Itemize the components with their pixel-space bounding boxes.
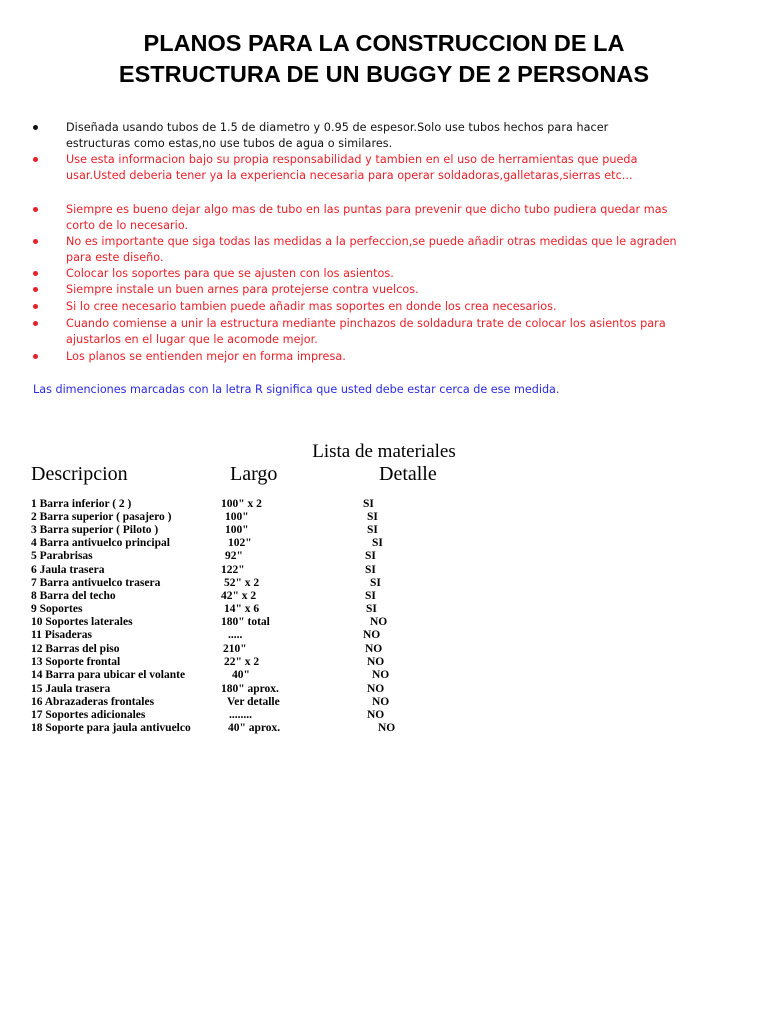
bullet-dot-icon [33, 321, 38, 326]
row-length: 100" x 2 [221, 498, 262, 510]
row-description: 5 Parabrisas [31, 550, 93, 562]
bullet-text: Siempre instale un buen arnes para protejerse contra vuelcos. [66, 283, 419, 296]
table-row [0, 709, 768, 722]
row-length: ..... [228, 629, 243, 641]
row-description: 16 Abrazaderas frontales [31, 696, 155, 708]
bullet-dot-icon [33, 207, 38, 212]
table-row [0, 643, 768, 656]
table-row [0, 564, 768, 577]
row-detail: NO [378, 722, 396, 734]
table-row [0, 590, 768, 603]
row-length: 102" [228, 537, 252, 549]
table-row [0, 498, 768, 511]
row-detail: SI [367, 511, 378, 523]
row-length: Ver detalle [227, 696, 280, 708]
bullet-text: Cuando comiense a unir la estructura mediante pinchazos de soldadura trate de colocar los asientos para ajustarlos en el lugar que le acomode mejor. [66, 317, 666, 346]
title-line-1: PLANOS PARA LA CONSTRUCCION DE LA [143, 30, 625, 56]
row-description: 7 Barra antivuelco trasera [31, 577, 161, 589]
table-row [0, 696, 768, 709]
row-length: 180" total [221, 616, 270, 628]
bullet-dot-icon [33, 239, 38, 244]
title-line-2: ESTRUCTURA DE UN BUGGY DE 2 PERSONAS [118, 61, 650, 87]
bullet-dot-icon [33, 125, 38, 130]
row-detail: NO [372, 696, 390, 708]
row-length: ........ [229, 709, 252, 721]
bullet-text: No es importante que siga todas las medidas a la perfeccion,se puede añadir otras medidas que le agraden para este diseño. [66, 235, 677, 264]
row-description: 12 Barras del piso [31, 643, 120, 655]
row-description: 10 Soportes laterales [31, 616, 133, 628]
row-detail: NO [365, 643, 383, 655]
row-length: 100" [225, 511, 249, 523]
dimensions-note: Las dimenciones marcadas con la letra R significa que usted debe estar cerca de ese medida. [33, 383, 560, 396]
row-detail: SI [363, 498, 374, 510]
row-detail: SI [366, 603, 377, 615]
row-description: 1 Barra inferior ( 2 ) [31, 498, 132, 510]
row-description: 18 Soporte para jaula antivuelco [31, 722, 191, 734]
row-length: 42" x 2 [221, 590, 257, 602]
row-detail: NO [363, 629, 381, 641]
row-detail: SI [365, 550, 376, 562]
bullet-dot-icon [33, 354, 38, 359]
row-detail: SI [365, 564, 376, 576]
bullet-dot-icon [33, 157, 38, 162]
row-detail: NO [372, 669, 390, 681]
row-description: 3 Barra superior ( Piloto ) [31, 524, 159, 536]
bullet-dot-icon [33, 287, 38, 292]
table-row [0, 550, 768, 563]
table-row [0, 629, 768, 642]
row-length: 14" x 6 [224, 603, 260, 615]
table-row [0, 683, 768, 696]
row-description: 13 Soporte frontal [31, 656, 121, 668]
header-description: Descripcion [31, 463, 128, 485]
row-detail: SI [367, 524, 378, 536]
table-row [0, 669, 768, 682]
header-detail: Detalle [379, 463, 437, 485]
row-description: 9 Soportes [31, 603, 83, 615]
row-length: 210" [223, 643, 247, 655]
table-row [0, 524, 768, 537]
table-row [0, 616, 768, 629]
row-length: 122" [221, 564, 245, 576]
row-description: 6 Jaula trasera [31, 564, 105, 576]
row-detail: NO [367, 709, 385, 721]
row-length: 180" aprox. [221, 683, 279, 695]
bullet-text: Diseñada usando tubos de 1.5 de diametro y 0.95 de espesor.Solo use tubos hechos para hacer estructuras como estas,no use tubos de agua o similares. [66, 121, 609, 150]
row-length: 100" [225, 524, 249, 536]
bullet-text: Colocar los soportes para que se ajusten con los asientos. [66, 267, 394, 280]
row-detail: SI [372, 537, 383, 549]
row-description: 8 Barra del techo [31, 590, 116, 602]
table-row [0, 577, 768, 590]
bullet-text: Los planos se entienden mejor en forma impresa. [66, 350, 346, 363]
row-description: 11 Pisaderas [31, 629, 93, 641]
table-row [0, 511, 768, 524]
bullet-text: Use esta informacion bajo su propia responsabilidad y tambien en el uso de herramientas que pueda usar.Usted deberia tener ya la experiencia necesaria para operar soldadoras,galletaras,sierras etc... [66, 153, 638, 182]
row-detail: SI [365, 590, 376, 602]
table-row [0, 722, 768, 735]
row-description: 4 Barra antivuelco principal [31, 537, 170, 549]
row-detail: NO [367, 656, 385, 668]
row-length: 92" [225, 550, 243, 562]
row-length: 40" [232, 669, 250, 681]
bullet-text: Si lo cree necesario tambien puede añadir mas soportes en donde los crea necesarios. [66, 300, 557, 313]
row-detail: NO [370, 616, 388, 628]
row-description: 17 Soportes adicionales [31, 709, 146, 721]
row-description: 2 Barra superior ( pasajero ) [31, 511, 172, 523]
row-detail: SI [370, 577, 381, 589]
row-length: 22" x 2 [224, 656, 260, 668]
bullet-text: Siempre es bueno dejar algo mas de tubo en las puntas para prevenir que dicho tubo pudiera quedar mas corto de lo necesario. [66, 203, 668, 232]
table-row [0, 537, 768, 550]
header-length: Largo [230, 463, 278, 485]
row-description: 15 Jaula trasera [31, 683, 111, 695]
row-detail: NO [367, 683, 385, 695]
table-row [0, 656, 768, 669]
row-length: 52" x 2 [224, 577, 260, 589]
bullet-dot-icon [33, 271, 38, 276]
row-description: 14 Barra para ubicar el volante [31, 669, 186, 681]
row-length: 40" aprox. [228, 722, 281, 734]
bullet-dot-icon [33, 304, 38, 309]
table-row [0, 603, 768, 616]
page-title [0, 28, 768, 90]
materials-title: Lista de materiales [312, 441, 456, 462]
